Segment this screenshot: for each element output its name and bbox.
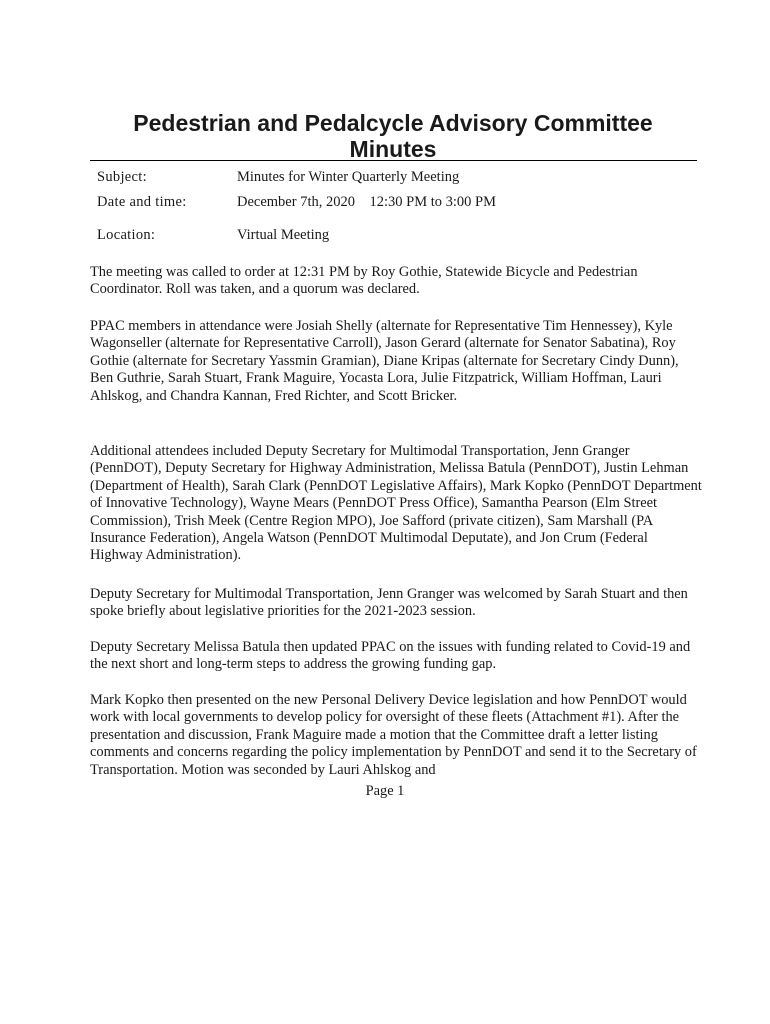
- paragraph-members-attendance: PPAC members in attendance were Josiah Shelly (alternate for Representative Tim Hennessey), Kyle Wagonseller (alternate for Representative Carroll), Jason Gerard (alternate for Senator Sabatina), Roy Gothie (alternate for Secretary Yassmin Gramian), Diane Kripas (alternate for Secretary Cindy Dunn), Ben Guthrie, Sarah Stuart, Frank Maguire, Yocasta Lora, Julie Fitzpatrick, William Hoffman, Lauri Ahlskog, and Chandra Kannan, Fred Richter, and Scott Bricker.: [90, 318, 679, 404]
- paragraph-call-to-order: The meeting was called to order at 12:31 PM by Roy Gothie, Statewide Bicycle and Pedestrian Coordinator. Roll was taken, and a quorum was declared.: [90, 264, 638, 298]
- datetime-row: [97, 192, 697, 212]
- paragraph-additional-attendees: Additional attendees included Deputy Secretary for Multimodal Transportation, Jenn Granger (PennDOT), Deputy Secretary for Highway Administration, Melissa Batula (PennDOT), Justin Lehman (Department of Health), Sarah Clark (PennDOT Legislative Affairs), Mark Kopko (PennDOT Department of Innovative Technology), Wayne Mears (PennDOT Press Office), Samantha Pearson (Elm Street Commission), Trish Meek (Centre Region MPO), Joe Safford (private citizen), Sam Marshall (PA Insurance Federation), Angela Watson (PennDOT Multimodal Deputate), and Jon Crum (Federal Highway Administration).: [90, 443, 702, 564]
- document-title-line-2: Minutes: [349, 136, 437, 162]
- subject-value: Minutes for Winter Quarterly Meeting: [237, 169, 460, 185]
- paragraph-deputy-granger: Deputy Secretary for Multimodal Transportation, Jenn Granger was welcomed by Sarah Stuart and then spoke briefly about legislative priorities for the 2021-2023 session.: [90, 586, 688, 620]
- title-divider: [90, 160, 697, 161]
- document-title: [90, 110, 696, 162]
- subject-label: Subject:: [97, 169, 147, 185]
- datetime-value: December 7th, 2020 12:30 PM to 3:00 PM: [237, 194, 496, 210]
- subject-row: [97, 167, 697, 187]
- paragraph-deputy-batula: Deputy Secretary Melissa Batula then updated PPAC on the issues with funding related to Covid-19 and the next short and long-term steps to address the growing funding gap.: [90, 639, 691, 673]
- location-label: Location:: [97, 227, 156, 243]
- paragraph-kopko-presentation: Mark Kopko then presented on the new Personal Delivery Device legislation and how PennDOT would work with local governments to develop policy for oversight of these fleets (Attachment #1). After the presentation and discussion, Frank Maguire made a motion that the Committee draft a letter listing comments and concerns regarding the policy implementation by PennDOT and send it to the Secretary of Transportation. Motion was seconded by Lauri Ahlskog and: [90, 692, 697, 778]
- document-title-line-1: Pedestrian and Pedalcycle Advisory Committee: [133, 110, 653, 136]
- page-number: Page 1: [365, 783, 405, 799]
- datetime-label: Date and time:: [97, 194, 187, 210]
- location-value: Virtual Meeting: [237, 227, 330, 243]
- location-row: [97, 225, 697, 245]
